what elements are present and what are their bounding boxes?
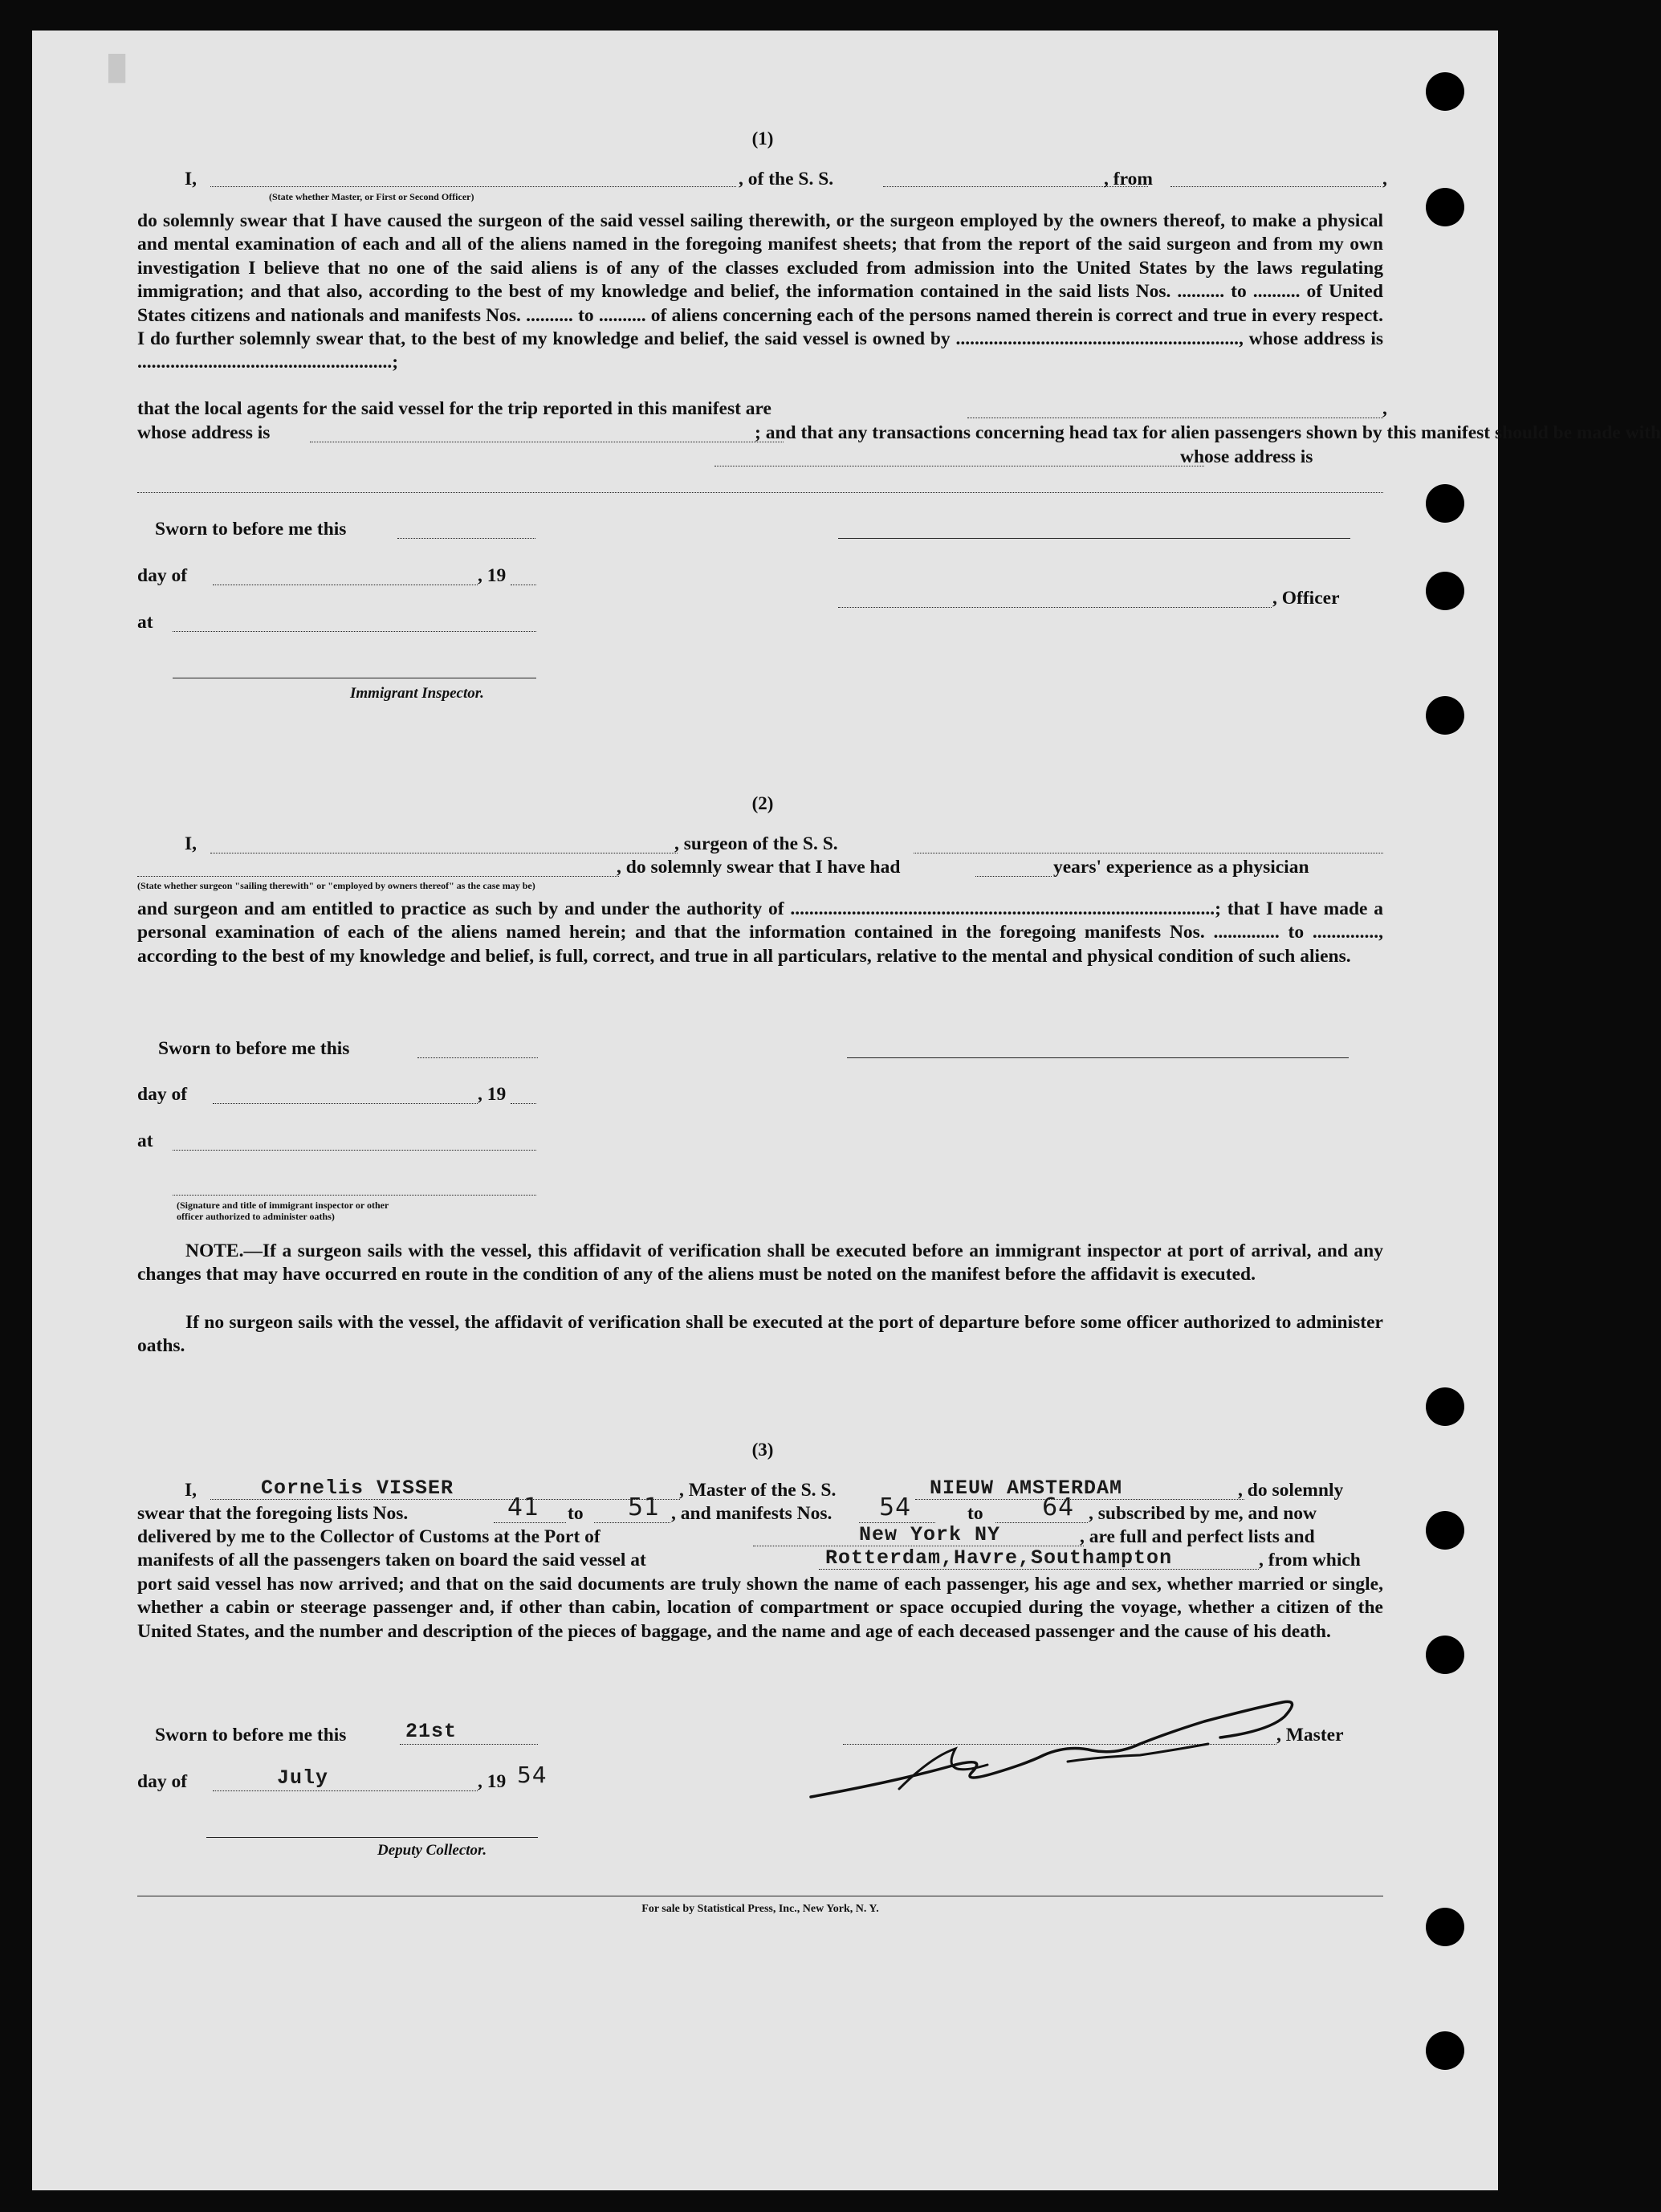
manifests-all-label: manifests of all the passengers taken on board the said vessel at (137, 1550, 646, 1570)
at-blank-1 (173, 631, 536, 632)
officer-sig-line (838, 607, 1272, 608)
swear-lists-label: swear that the foregoing lists Nos. (137, 1503, 409, 1524)
years-blank (975, 876, 1052, 877)
section-1-number: (1) (751, 128, 774, 149)
lists-to-line (594, 1522, 670, 1523)
section-1-paragraph: do solemnly swear that I have caused the surgeon of the said vessel sailing therewith, or the surgeon employed by the owners thereof, to make a physical and mental examination of each and all of the aliens named in the foregoing manifest sheets; that from the report of the said surgeon and from my own investigation I believe that no one of the said aliens is of any of the classes excluded from admission into the United States by the laws regulating immigration; and that also, according to the best of my knowledge and belief, the information contained in the said lists Nos. .......... to .......... of United States citizens and nationals and manifests Nos. .......... to .......... of aliens concerning each of the persons named therein is correct and true in every respect. I do further solemnly swear that, to the best of my knowledge and belief, the said vessel is owned by ............................................................, whose address is ......................................................; (137, 210, 1383, 373)
whose-address-label: whose address is (137, 422, 271, 443)
at-label-1: at (137, 612, 153, 633)
day-of-label-3: day of (137, 1771, 188, 1792)
binder-hole (1426, 1908, 1464, 1946)
surgeon-of-ss-label: , surgeon of the S. S. (674, 833, 838, 854)
master-of-ss-label: , Master of the S. S. (679, 1480, 837, 1501)
sworn-day-value: 21st (405, 1720, 458, 1743)
master-signature (803, 1660, 1301, 1813)
day-blank-2 (213, 1103, 478, 1104)
sig-title-note: (Signature and title of immigrant inspector or other officer authorized to administer oaths) (177, 1200, 389, 1222)
sworn-label-1: Sworn to before me this (155, 519, 347, 540)
note-paragraph-1: NOTE.—If a surgeon sails with the vessel, this affidavit of verification shall be executed before an immigrant inspector at port of arrival, and any changes that may have occurred en route in the condition of any of the aliens must be noted on the manifest before the affidavit is executed. (137, 1240, 1383, 1285)
month-line (213, 1790, 478, 1791)
section-3-number: (3) (751, 1440, 774, 1460)
years-experience: years' experience as a physician (1053, 857, 1309, 878)
footer-text: For sale by Statistical Press, Inc., New York, N. Y. (641, 1903, 879, 1915)
port-value: New York NY (859, 1523, 1001, 1546)
binder-hole (1426, 484, 1464, 523)
deputy-sig-line (206, 1837, 538, 1838)
section-2-paragraph: and surgeon and am entitled to practice as such by and under the authority of ..........................................................................................; that I have made a personal examination of each of the aliens named herein; and that the information contained in the foregoing manifests Nos. .............. to .............., according to the best of my knowledge and belief, is full, correct, and true in all particulars, relative to the mental and physical condition of such aliens. (137, 898, 1383, 967)
from-label: , from (1104, 169, 1153, 189)
solemnly-swear-line: , do solemnly swear that I have had (617, 857, 901, 878)
of-the-ss-label: , of the S. S. (739, 169, 834, 189)
man-from-value: 54 (879, 1493, 912, 1522)
from-which-label: , from which (1259, 1550, 1361, 1570)
delivered-label: delivered by me to the Collector of Customs at the Port of (137, 1526, 600, 1547)
master-name-blank (210, 186, 736, 187)
lists-from-value: 41 (507, 1493, 540, 1522)
section-3-paragraph: port said vessel has now arrived; and that on the said documents are truly shown the name of each passenger, his age and sex, whether married or single, whether a cabin or steerage passenger and, if other than cabin, location of compartment or space occupied during the voyage, whether a citizen of the United States, and the number and description of the pieces of baggage, and the name and age of each deceased passenger and the cause of his death. (137, 1574, 1383, 1642)
comma-agents: , (1382, 398, 1387, 419)
master-note: (State whether Master, or First or Second Officer) (269, 191, 474, 202)
binder-hole (1426, 1636, 1464, 1674)
lists-to-value: 51 (628, 1493, 661, 1522)
sworn-day-line (400, 1744, 538, 1745)
agents-line: that the local agents for the said vessel for the trip reported in this manifest are (137, 398, 771, 419)
immigrant-inspector-label: Immigrant Inspector. (350, 685, 484, 702)
binder-hole (1426, 1511, 1464, 1550)
man-to-value: 64 (1042, 1493, 1075, 1522)
binder-hole (1426, 2031, 1464, 2070)
lists-from-line (494, 1522, 566, 1523)
comma-end: , (1382, 169, 1387, 189)
master-name-value: Cornelis VISSER (261, 1477, 454, 1500)
section-1-i: I, (185, 169, 197, 189)
month-value: July (277, 1766, 329, 1790)
whose-address-is-end: whose address is (1180, 446, 1313, 467)
sworn-label-3: Sworn to before me this (155, 1725, 347, 1746)
surgeon-note: (State whether surgeon "sailing therewith" or "employed by owners thereof" as the case may be) (137, 880, 535, 891)
year-prefix-1: , 19 (478, 565, 507, 586)
section-2-number: (2) (751, 793, 774, 813)
officer-sig-line-top (838, 538, 1350, 539)
do-solemnly-label: , do solemnly (1238, 1480, 1344, 1501)
sworn-label-2: Sworn to before me this (158, 1038, 350, 1059)
year-suffix-value: 54 (517, 1762, 548, 1788)
year-prefix-2: , 19 (478, 1084, 507, 1105)
man-to-line (995, 1522, 1088, 1523)
head-tax-line: ; and that any transactions concerning head tax for alien passengers shown by this manifest should be made with (755, 422, 1661, 443)
to-label-2: to (967, 1503, 983, 1524)
inspector-sig-line-2 (173, 1195, 536, 1196)
ship-name-value: NIEUW AMSTERDAM (930, 1477, 1123, 1500)
note-paragraph-2: If no surgeon sails with the vessel, the affidavit of verification shall be executed at the port of departure before some officer authorized to administer oaths. (137, 1312, 1383, 1357)
from-blank (1170, 186, 1381, 187)
master-label: , Master (1276, 1725, 1344, 1746)
officer-label: , Officer (1272, 588, 1340, 609)
manifest-affidavit-page (32, 31, 1661, 2190)
day-of-label-1: day of (137, 565, 188, 586)
year-blank-2 (511, 1103, 536, 1104)
binder-hole (1426, 696, 1464, 735)
surgeon-type-blank (137, 876, 619, 877)
year-prefix-3: , 19 (478, 1771, 507, 1792)
ports-from-value: Rotterdam,Havre,Southampton (825, 1546, 1173, 1570)
at-blank-2 (173, 1150, 536, 1151)
subscribed-label: , subscribed by me, and now (1089, 1503, 1317, 1524)
sworn-blank-1 (397, 538, 535, 539)
binder-hole (1426, 572, 1464, 610)
at-label-2: at (137, 1130, 153, 1151)
deputy-collector-label: Deputy Collector. (377, 1842, 487, 1859)
binder-hole (1426, 188, 1464, 226)
section-3-i: I, (185, 1480, 197, 1501)
binder-hole (1426, 1387, 1464, 1426)
manifests-nos-label: , and manifests Nos. (671, 1503, 833, 1524)
surgeon-sig-line (847, 1057, 1349, 1058)
full-perfect-label: , are full and perfect lists and (1080, 1526, 1315, 1547)
sworn-blank-2 (417, 1057, 538, 1058)
head-tax-address-blank (137, 492, 1383, 493)
to-label-1: to (568, 1503, 584, 1524)
bleed-through-header: █ (108, 55, 126, 82)
day-of-label-2: day of (137, 1084, 188, 1105)
section-2-i: I, (185, 833, 197, 854)
binder-hole (1426, 72, 1464, 111)
